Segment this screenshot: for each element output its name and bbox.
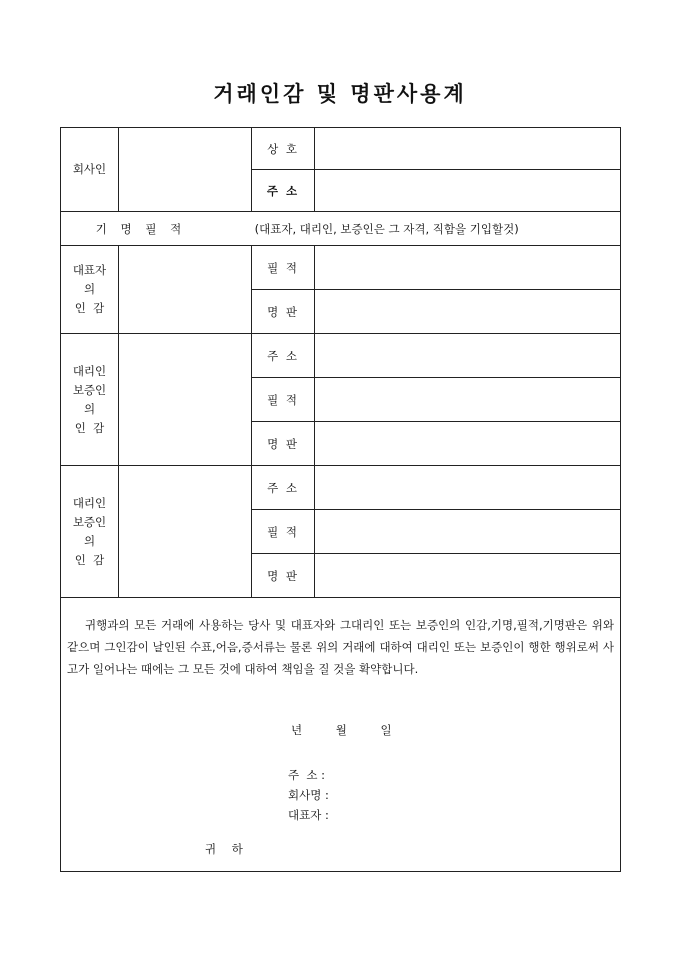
representative-nameplate-label: 명 판 xyxy=(252,290,315,334)
agent2-nameplate-label: 명 판 xyxy=(252,554,315,598)
seal-registration-form xyxy=(60,127,621,872)
company-seal-label: 회사인 xyxy=(61,128,119,212)
agent1-handwriting-field[interactable] xyxy=(315,378,621,422)
agent1-handwriting-label: 필 적 xyxy=(252,378,315,422)
representative-handwriting-field[interactable] xyxy=(315,246,621,290)
agent1-address-label: 주 소 xyxy=(252,334,315,378)
trade-name-field[interactable] xyxy=(315,128,621,170)
pledge-section xyxy=(61,598,621,872)
signatory-block xyxy=(288,765,329,825)
trade-name-label: 상 호 xyxy=(252,128,315,170)
agent2-seal-box[interactable] xyxy=(119,466,252,598)
agent2-address-label: 주 소 xyxy=(252,466,315,510)
agent1-seal-label: 대리인 보증인 의 인 감 xyxy=(61,334,119,466)
agent2-address-field[interactable] xyxy=(315,466,621,510)
signatory-representative[interactable]: 대표자 : xyxy=(288,808,329,822)
agent1-nameplate-field[interactable] xyxy=(315,422,621,466)
agent1-nameplate-label: 명 판 xyxy=(252,422,315,466)
signature-header-note: (대표자, 대리인, 보증인은 그 자격, 직함을 기입할것) xyxy=(254,221,519,236)
agent1-seal-box[interactable] xyxy=(119,334,252,466)
company-address-label: 주 소 xyxy=(252,170,315,212)
representative-seal-box[interactable] xyxy=(119,246,252,334)
addressee: 귀 하 xyxy=(205,842,249,856)
representative-handwriting-label: 필 적 xyxy=(252,246,315,290)
signatory-address[interactable]: 주 소 : xyxy=(288,768,326,782)
company-seal-box[interactable] xyxy=(119,128,252,212)
agent2-seal-label: 대리인 보증인 의 인 감 xyxy=(61,466,119,598)
agent1-address-field[interactable] xyxy=(315,334,621,378)
agent2-handwriting-label: 필 적 xyxy=(252,510,315,554)
signature-header-label: 기 명 필 적 xyxy=(95,221,187,236)
company-address-field[interactable] xyxy=(315,170,621,212)
agent2-handwriting-field[interactable] xyxy=(315,510,621,554)
signatory-company-name[interactable]: 회사명 : xyxy=(288,788,329,802)
representative-nameplate-field[interactable] xyxy=(315,290,621,334)
pledge-text: 귀행과의 모든 거래에 사용하는 당사 및 대표자와 그대리인 또는 보증인의 인감,기명,필적,기명판은 위와 같으며 그인감이 날인된 수표,어음,증서류는 물론 위의 거래에 대하여 대리인 또는 보증인이 행한 행위로써 사고가 일어나는 때에는 그 모든 것에 대하여 책임을 질 것을 확약합니다. xyxy=(67,618,614,676)
agent2-nameplate-field[interactable] xyxy=(315,554,621,598)
page-title: 거래인감 및 명판사용계 xyxy=(213,81,467,106)
representative-seal-label: 대표자 의 인 감 xyxy=(61,246,119,334)
signature-header-row xyxy=(61,212,621,246)
date-line[interactable]: 년 월 일 xyxy=(291,723,392,737)
